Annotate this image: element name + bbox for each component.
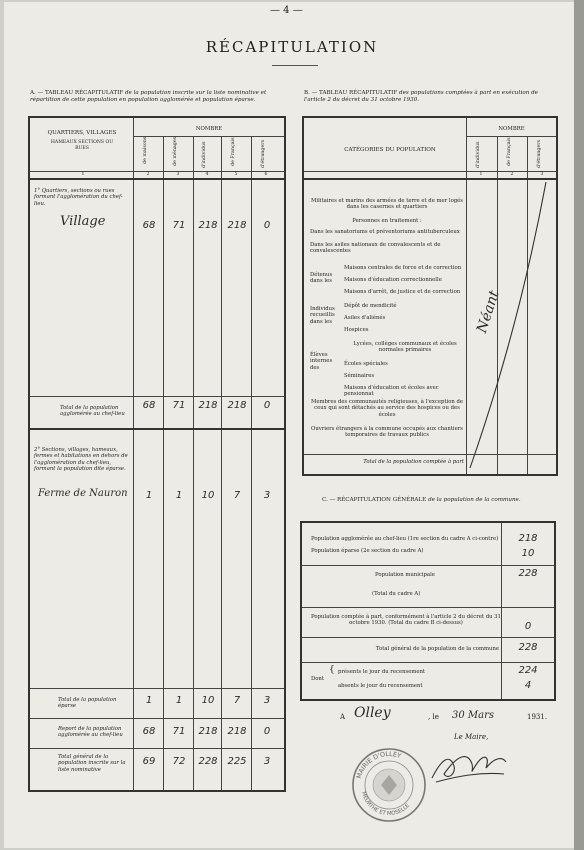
table-b-row-ouvriers: Ouvriers étrangers à la commune occupés aux chantiers temporaires de travaux publics bbox=[311, 426, 463, 439]
signature-maire: Le Maire, bbox=[454, 733, 489, 741]
section-a-caption-text: de la population inscrite sur la liste nominative et répartition de cette population en population agglomérée et population éparse. bbox=[30, 90, 267, 103]
table-b-group-recueillis: Individus recueillis dans les bbox=[310, 306, 335, 325]
table-b-row-seminaires: Séminaires bbox=[344, 373, 375, 379]
section-b-caption-bold: B. — TABLEAU RÉCAPITULATIF bbox=[304, 90, 398, 96]
village-maisons: 68 bbox=[142, 220, 156, 231]
table-c-row-comptee-a-part: Population comptée à part, conformément à l'article 2 du décret du 31 octobre 1930. (Total du cadre B ci-dessus) bbox=[311, 614, 501, 627]
table-b-row-alienes: Asiles d'aliénés bbox=[344, 315, 386, 321]
table-c-brace: { bbox=[329, 665, 335, 675]
village-francais: 218 bbox=[227, 220, 247, 231]
ferme-individus: 10 bbox=[201, 490, 215, 501]
report-label: Report de la population agglomérée au chef-lieu bbox=[58, 726, 123, 739]
report-menages: 71 bbox=[172, 726, 186, 737]
table-a-colnum-3: 3 bbox=[176, 172, 180, 177]
table-b-col-francais: de Français bbox=[507, 137, 512, 166]
total-eparse-label: Total de la population éparse bbox=[58, 697, 117, 710]
table-a-colnum-2: 2 bbox=[146, 172, 150, 177]
total-agglo-individus: 218 bbox=[198, 400, 218, 411]
table-b-row-lycees: Lycées, collèges communaux et écoles normales primaires bbox=[353, 341, 457, 354]
total-eparse-maisons: 1 bbox=[145, 695, 153, 706]
total-general-individus: 228 bbox=[198, 756, 218, 767]
table-c-value-eparse: 10 bbox=[521, 548, 535, 559]
ferme-etrangers: 3 bbox=[263, 490, 271, 501]
table-b-colnum-3: 3 bbox=[540, 172, 544, 177]
report-maisons: 68 bbox=[142, 726, 156, 737]
signature-date: 30 Mars bbox=[452, 710, 495, 721]
table-c-present-label: présents le jour du recensement bbox=[338, 669, 426, 675]
table-c-row-total-general: Total général de la population de la commune bbox=[375, 646, 499, 652]
signature-le: , le bbox=[428, 713, 439, 721]
stamp-bottom-text: MEURTHE ET MOSELLE bbox=[360, 790, 411, 818]
total-general-maisons: 69 bbox=[142, 756, 156, 767]
total-general-a-label: Total général de la population inscrite sur la liste nominative bbox=[58, 754, 126, 773]
signature-a: A bbox=[340, 713, 346, 721]
table-a-colnum-1: 1 bbox=[81, 172, 85, 177]
total-general-menages: 72 bbox=[172, 756, 186, 767]
table-c-row-total-cadre-a: (Total du cadre A) bbox=[372, 591, 421, 597]
table-b-row-ecoles-speciales: Écoles spéciales bbox=[344, 361, 388, 367]
table-a-part2-label: 2° Sections, villages, hameaux, fermes et habitations en dehors de l'agglomération du chef-lieu, formant la population dite éparse. bbox=[34, 447, 128, 473]
table-c-value-comptee-a-part: 0 bbox=[524, 621, 532, 632]
page-edge bbox=[574, 0, 584, 850]
mayor-signature bbox=[428, 748, 510, 788]
village-individus: 218 bbox=[198, 220, 218, 231]
neant-handwritten: Néant bbox=[474, 288, 503, 335]
table-c-value-agglomeree: 218 bbox=[518, 533, 538, 544]
table-b-row-depot: Dépôt de mendicité bbox=[344, 303, 397, 309]
section-b-caption bbox=[304, 90, 560, 104]
table-a-header-label: QUARTIERS, VILLAGES bbox=[47, 130, 117, 136]
table-b-nombre: NOMBRE bbox=[498, 126, 525, 132]
table-c-value-municipale: 228 bbox=[518, 568, 538, 579]
table-c-row-eparse: Population éparse (2e section du cadre A) bbox=[311, 548, 424, 554]
table-b-group-detenus: Détenus dans les bbox=[310, 272, 333, 285]
table-b-row-education-correctionnelle: Maisons d'éducation correctionnelle bbox=[344, 277, 442, 283]
table-a-part1-label: 1° Quartiers, sections ou rues formant l'agglomération du chef-lieu. bbox=[34, 188, 123, 207]
section-c-caption-bold: C. — RÉCAPITULATION GÉNÉRALE bbox=[322, 497, 427, 503]
table-b-col-etrangers: d'étrangers bbox=[537, 139, 542, 168]
total-general-francais: 225 bbox=[227, 756, 247, 767]
village-etrangers: 0 bbox=[263, 220, 271, 231]
total-eparse-menages: 1 bbox=[175, 695, 183, 706]
table-b-row-sanatoriums: Dans les sanatoriums et préventoriums antituberculeux bbox=[310, 229, 460, 235]
table-a-header-sub: HAMEAUX SECTIONS OU RUES bbox=[50, 140, 114, 152]
table-a-col-individus: d'individus bbox=[202, 141, 207, 168]
ferme-maisons: 1 bbox=[145, 490, 153, 501]
section-c-caption bbox=[322, 497, 552, 504]
table-a-colnum-5: 5 bbox=[234, 172, 238, 177]
table-a-col-maisons: de maisons bbox=[143, 136, 148, 164]
table-a-col-etrangers: d'étrangers bbox=[261, 139, 266, 168]
table-b-row-maisons-centrales: Maisons centrales de force et de correction bbox=[344, 265, 462, 271]
stamp-top-text: MAIRIE D'OLLEY bbox=[354, 749, 403, 780]
ferme-name: Ferme de Nauron bbox=[38, 488, 128, 499]
report-individus: 218 bbox=[198, 726, 218, 737]
signature-place: Olley bbox=[354, 705, 391, 721]
table-b-row-maisons-arret: Maisons d'arrêt, de justice et de correction bbox=[344, 289, 461, 295]
report-etrangers: 0 bbox=[263, 726, 271, 737]
total-eparse-francais: 7 bbox=[233, 695, 241, 706]
table-b-group-eleves: Élèves internes des bbox=[310, 352, 333, 371]
ferme-menages: 1 bbox=[175, 490, 183, 501]
village-name: Village bbox=[60, 214, 106, 229]
report-francais: 218 bbox=[227, 726, 247, 737]
table-a-nombre: NOMBRE bbox=[195, 126, 223, 132]
ferme-francais: 7 bbox=[233, 490, 241, 501]
title-rule bbox=[272, 65, 318, 66]
table-c-value-total-general: 228 bbox=[518, 642, 538, 653]
village-menages: 71 bbox=[172, 220, 186, 231]
table-c-row-agglomeree: Population agglomérée au chef-lieu (1re section du cadre A ci-contre) bbox=[311, 536, 499, 542]
total-agglo-label: Total de la population agglomérée au chef-lieu bbox=[60, 405, 125, 418]
section-c-caption-text: de la population de la commune. bbox=[428, 497, 521, 503]
table-a-col-menages: de ménages bbox=[173, 136, 178, 166]
table-b-row-pensionnat: Maisons d'éducation et écoles avec pensionnat bbox=[344, 385, 439, 398]
section-b-caption-text: des populations comptées à part en exécution de l'article 2 du décret du 31 octobre 1930. bbox=[304, 90, 538, 103]
mairie-stamp bbox=[350, 746, 428, 824]
table-b-col-individus: d'individus bbox=[476, 141, 481, 168]
total-general-etrangers: 3 bbox=[263, 756, 271, 767]
table-b-colnum-2: 2 bbox=[510, 172, 514, 177]
signature-year: 1931. bbox=[527, 713, 548, 721]
table-a-colnum-6: 6 bbox=[264, 172, 268, 177]
total-agglo-menages: 71 bbox=[172, 400, 186, 411]
table-b-row-communautes: Membres des communautés religieuses, à l'exception de ceux qui sont détachés au service des hospices ou des écoles bbox=[310, 399, 464, 418]
table-c-absent-value: 4 bbox=[524, 680, 532, 691]
section-a-caption bbox=[30, 90, 292, 104]
total-eparse-etrangers: 3 bbox=[263, 695, 271, 706]
section-a-caption-bold: A. — TABLEAU RÉCAPITULATIF bbox=[30, 90, 124, 96]
page-title: RÉCAPITULATION bbox=[205, 38, 379, 56]
page-number: — 4 — bbox=[270, 5, 303, 16]
table-c-dont: Dont bbox=[311, 676, 324, 682]
table-c-row-municipale: Population municipale bbox=[375, 572, 435, 578]
table-b-colnum-1: 1 bbox=[479, 172, 483, 177]
table-c-present-value: 224 bbox=[518, 665, 538, 676]
table-b-header-label: CATÉGORIES DU POPULATION bbox=[344, 147, 436, 153]
table-a-colnum-4: 4 bbox=[205, 172, 209, 177]
total-agglo-etrangers: 0 bbox=[263, 400, 271, 411]
table-a-col-francais: de Français bbox=[231, 137, 236, 166]
total-agglo-francais: 218 bbox=[227, 400, 247, 411]
total-agglo-maisons: 68 bbox=[142, 400, 156, 411]
total-eparse-individus: 10 bbox=[201, 695, 215, 706]
table-c-absent-label: absents le jour du recensement bbox=[338, 683, 423, 689]
table-b-row-militaires: Militaires et marins des armées de terre et de mer logés dans les casernes et quartiers bbox=[310, 198, 464, 211]
table-b-row-traitement: Personnes en traitement : bbox=[352, 218, 422, 224]
table-b-row-hospices: Hospices bbox=[344, 327, 369, 333]
table-b-total-label: Total de la population comptée à part bbox=[363, 459, 464, 465]
table-b-row-asiles-convalescents: Dans les asiles nationaux de convalescents et de convalescentes bbox=[310, 242, 441, 255]
